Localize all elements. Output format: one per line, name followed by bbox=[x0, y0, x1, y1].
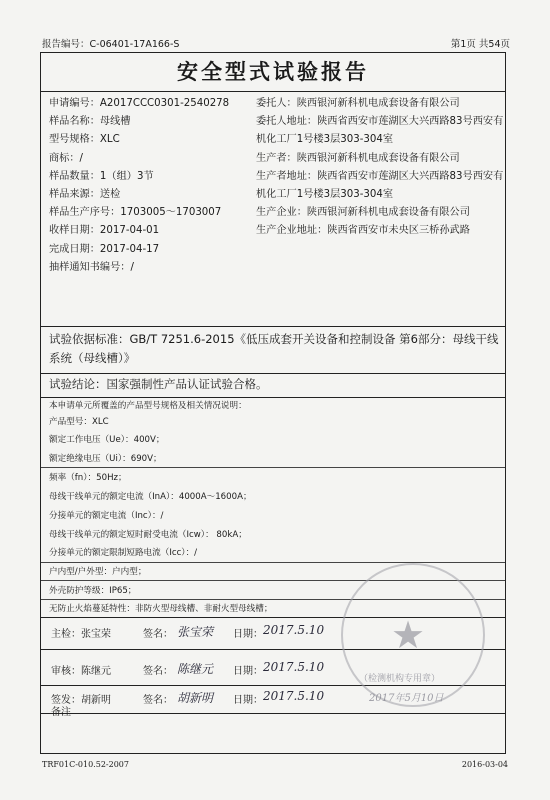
seal-star-icon: ★ bbox=[391, 613, 426, 657]
approver-date-label: 日期： bbox=[233, 695, 263, 706]
client: 委托人：陕西银河新科机电成套设备有限公司 bbox=[256, 98, 460, 109]
notes-label: 备注 bbox=[51, 707, 71, 718]
reviewer-label: 审核： bbox=[51, 666, 81, 677]
test-conclusion-text: 试验结论：国家强制性产品认证试验合格。 bbox=[49, 377, 268, 391]
party-info bbox=[256, 95, 506, 241]
spec-frequency: 频率（fn）：50Hz； bbox=[49, 473, 127, 483]
reviewer-signature: 陈继元 bbox=[177, 662, 214, 676]
reviewer-date: 2017.5.10 bbox=[263, 660, 325, 674]
approver-date: 2017.5.10 bbox=[263, 689, 325, 703]
spec-short-circuit-current: 分接单元的额定限制短路电流（Icc）：/ bbox=[49, 548, 198, 558]
client-address: 委托人地址：陕西省西安市莲湖区大兴西路83号西安有机化工厂1号楼3层303-304室 bbox=[256, 116, 504, 146]
approver-name: 胡新明 bbox=[81, 695, 111, 706]
sample-name: 样品名称：母线槽 bbox=[49, 116, 131, 128]
inspector-date: 2017.5.10 bbox=[263, 623, 325, 637]
manufacturer-address: 生产者地址：陕西省西安市莲湖区大兴西路83号西安有机化工厂1号楼3层303-304室 bbox=[256, 170, 504, 201]
model-spec: 型号规格：XLC bbox=[49, 134, 120, 146]
test-conclusion bbox=[41, 373, 505, 398]
spec-fire: 无防止火焰蔓延特性：非防火型母线槽、非耐火型母线槽； bbox=[49, 604, 273, 614]
inspector-sign-label: 签名： bbox=[143, 629, 173, 640]
inspector-name: 张宝荣 bbox=[81, 629, 111, 640]
spec-divider bbox=[41, 562, 505, 563]
report-frame bbox=[40, 52, 506, 754]
inspector-date-label: 日期： bbox=[233, 629, 263, 640]
manufacturer: 生产者：陕西银河新科机电成套设备有限公司 bbox=[256, 152, 460, 164]
factory: 生产企业：陕西银河新科机电成套设备有限公司 bbox=[256, 207, 470, 219]
stamp-date: 2017年5月10日 bbox=[369, 693, 444, 704]
sampling-notice: 抽样通知书编号：/ bbox=[49, 261, 134, 273]
form-number: TRF01C-010.52-2007 bbox=[42, 760, 129, 769]
reviewer-name: 陈继元 bbox=[81, 666, 111, 677]
approver-signature: 胡新明 bbox=[177, 691, 214, 705]
approver-sign-label: 签名： bbox=[143, 695, 173, 706]
stamp-caption: （检测机构专用章） bbox=[359, 674, 441, 684]
report-number: 报告编号：C-06401-17A166-S bbox=[42, 39, 180, 50]
page-info: 第1页 共54页 bbox=[450, 39, 510, 50]
info-section bbox=[41, 91, 505, 327]
form-date: 2016-03-04 bbox=[461, 760, 508, 769]
spec-indoor-outdoor: 户内型/户外型：户内型； bbox=[49, 567, 147, 577]
inspector-label: 主检： bbox=[51, 629, 81, 640]
approver-label: 签发： bbox=[51, 695, 81, 706]
report-title: 安全型式试验报告 bbox=[41, 53, 505, 92]
sample-serial: 样品生产序号：1703005～1703007 bbox=[49, 207, 222, 219]
spec-short-time-current: 母线干线单元的额定短时耐受电流（Icw）： 80kA； bbox=[49, 530, 247, 540]
spec-model: 产品型号：XLC bbox=[49, 417, 109, 427]
completion-date: 完成日期：2017-04-17 bbox=[49, 243, 160, 255]
inspector-signature: 张宝荣 bbox=[177, 625, 214, 639]
spec-rated-current: 母线干线单元的额定电流（InA）：4000A～1600A； bbox=[49, 492, 252, 502]
test-basis bbox=[41, 326, 505, 374]
sample-qty: 样品数量：1（组）3节 bbox=[49, 170, 154, 182]
spec-branch-current: 分接单元的额定电流（Inc）：/ bbox=[49, 511, 164, 521]
application-no: 申请编号：A2017CCC0301-2540278 bbox=[49, 98, 230, 109]
reviewer-date-label: 日期： bbox=[233, 666, 263, 677]
sample-info bbox=[49, 95, 249, 277]
spec-intro: 本申请单元所覆盖的产品型号规格及相关情况说明： bbox=[49, 401, 247, 411]
spec-insulation-voltage: 额定绝缘电压（Ui）：690V； bbox=[49, 454, 162, 464]
sign-divider bbox=[41, 713, 505, 714]
reviewer-sign-label: 签名： bbox=[143, 666, 173, 677]
spec-divider bbox=[41, 467, 505, 468]
factory-address: 生产企业地址：陕西省西安市未央区三桥孙武路 bbox=[256, 225, 470, 237]
trademark: 商标：/ bbox=[49, 152, 83, 164]
spec-ip: 外壳防护等级：IP65； bbox=[49, 586, 137, 596]
receipt-date: 收样日期：2017-04-01 bbox=[49, 225, 160, 237]
test-basis-text: 试验依据标准：GB/T 7251.6-2015《低压成套开关设备和控制设备 第6部分：母线干线系统（母线槽）》 bbox=[49, 332, 499, 365]
sample-source: 样品来源：送检 bbox=[49, 188, 121, 200]
spec-rated-voltage: 额定工作电压（Ue）：400V； bbox=[49, 435, 165, 445]
